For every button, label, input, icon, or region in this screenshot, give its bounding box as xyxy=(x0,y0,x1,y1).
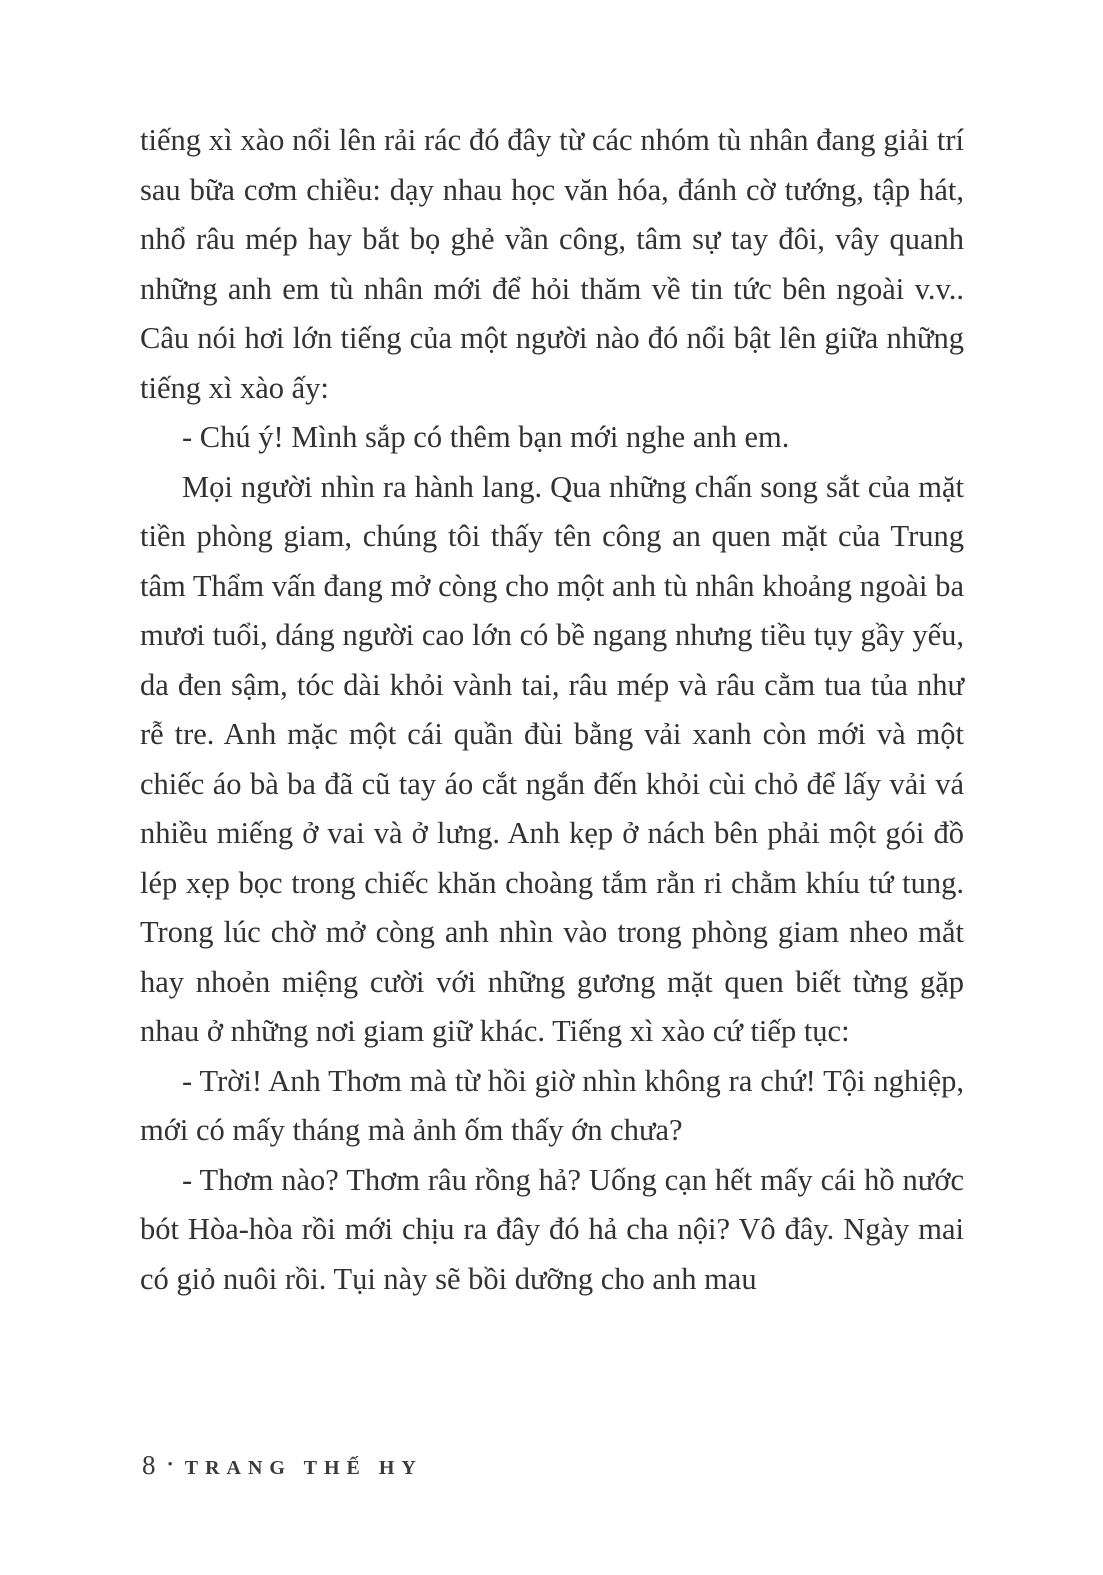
page-body xyxy=(140,116,964,1304)
page-footer xyxy=(142,1450,423,1481)
page-number: 8 xyxy=(142,1450,156,1480)
author-name: TRANG THẾ HY xyxy=(184,1457,423,1479)
paragraph-dialogue-2: - Trời! Anh Thơm mà từ hồi giờ nhìn không ra chứ! Tội nghiệp, mới có mấy tháng mà ảnh ốm thấy ớn chưa? xyxy=(140,1063,964,1147)
paragraph-narrative: Mọi người nhìn ra hành lang. Qua những chấn song sắt của mặt tiền phòng giam, chúng tôi thấy tên công an quen mặt của Trung tâm Thẩm vấn đang mở còng cho một anh tù nhân khoảng ngoài ba mươi tuổi, dáng người cao lớn có bề ngang nhưng tiều tụy gầy yếu, da đen sậm, tóc dài khỏi vành tai, râu mép và râu cằm tua tủa như rễ tre. Anh mặc một cái quần đùi bằng vải xanh còn mới và một chiếc áo bà ba đã cũ tay áo cắt ngắn đến khỏi cùi chỏ để lấy vải vá nhiều miếng ở vai và ở lưng. Anh kẹp ở nách bên phải một gói đồ lép xẹp bọc trong chiếc khăn choàng tắm rằn ri chằm khíu tứ tung. Trong lúc chờ mở còng anh nhìn vào trong phòng giam nheo mắt hay nhoẻn miệng cười với những gương mặt quen biết từng gặp nhau ở những nơi giam giữ khác. Tiếng xì xào cứ tiếp tục: xyxy=(140,469,964,1048)
paragraph-dialogue-1: - Chú ý! Mình sắp có thêm bạn mới nghe anh em. xyxy=(182,420,790,454)
paragraph-dialogue-3: - Thơm nào? Thơm râu rồng hả? Uống cạn hết mấy cái hồ nước bót Hòa-hòa rồi mới chịu ra đây đó hả cha nội? Vô đây. Ngày mai có giỏ nuôi rồi. Tụi này sẽ bồi dưỡng cho anh mau xyxy=(140,1162,964,1296)
footer-separator: • xyxy=(167,1457,173,1473)
paragraph-continuation: tiếng xì xào nổi lên rải rác đó đây từ các nhóm tù nhân đang giải trí sau bữa cơm chiều: dạy nhau học văn hóa, đánh cờ tướng, tập hát, nhổ râu mép hay bắt bọ ghẻ vần công, tâm sự tay đôi, vây quanh những anh em tù nhân mới để hỏi thăm về tin tức bên ngoài v.v.. Câu nói hơi lớn tiếng của một người nào đó nổi bật lên giữa những tiếng xì xào ấy: xyxy=(140,123,964,405)
